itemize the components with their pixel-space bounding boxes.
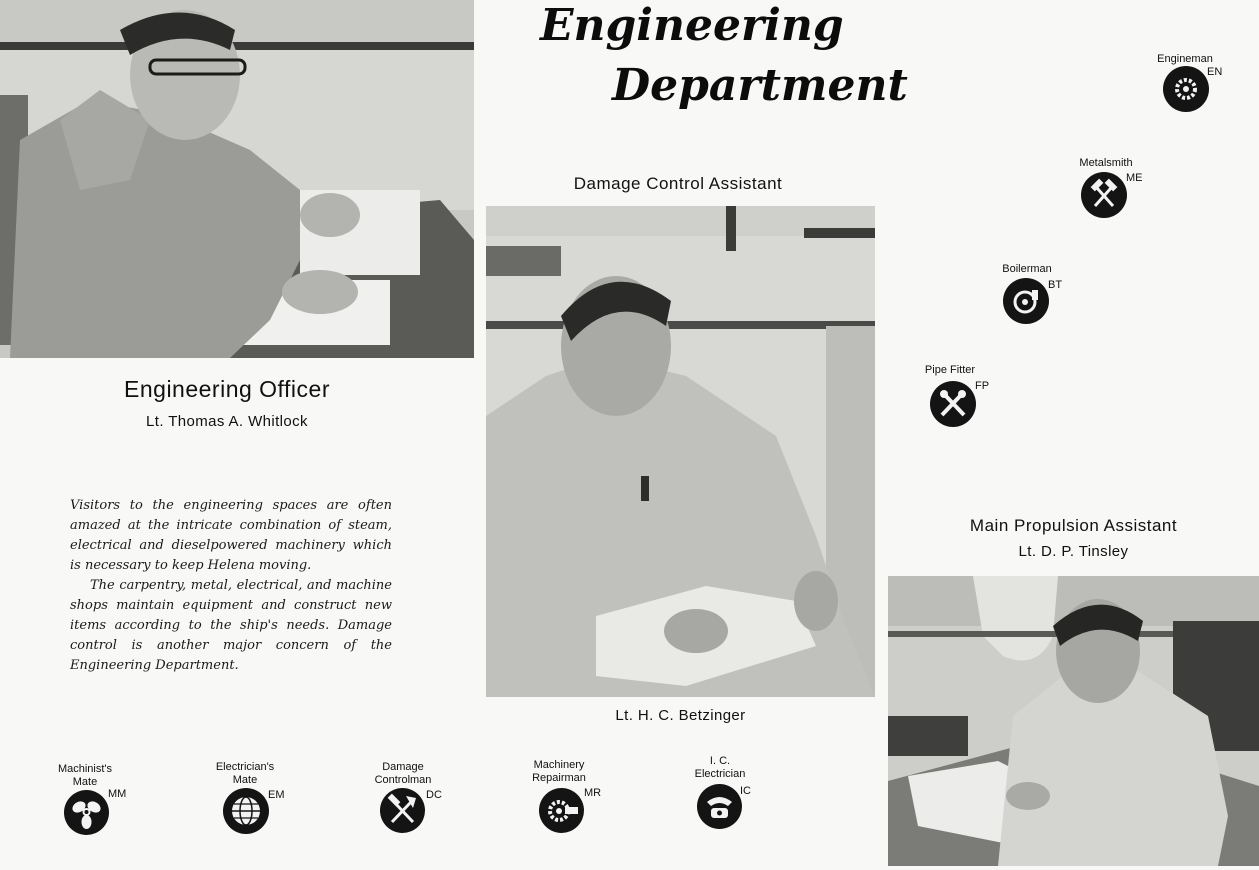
- rating-engineman: [1145, 52, 1259, 114]
- damage-control-name: Lt. H. C. Betzinger: [615, 707, 746, 724]
- axe-maul-icon: [380, 788, 425, 833]
- rating-machinery-repairman-label-2: Repairman: [532, 772, 586, 784]
- rating-boilerman: [992, 262, 1092, 324]
- rating-damage-controlman-abbr: DC: [426, 789, 442, 801]
- rating-machinists-mate-label-2: Mate: [72, 776, 98, 788]
- rating-damage-controlman-label-1: Damage: [382, 761, 424, 773]
- crossed-pipe-wrenches-icon: [930, 381, 976, 427]
- engineering-officer-name: Lt. Thomas A. Whitlock: [146, 413, 308, 430]
- rating-engineman-label: Engineman: [1157, 53, 1213, 65]
- rating-ic-electrician-label-1: I. C.: [709, 755, 731, 767]
- main-propulsion-name: Lt. D. P. Tinsley: [1018, 543, 1129, 560]
- rating-damage-controlman: [366, 760, 466, 836]
- page-title-line2: Department: [612, 60, 908, 111]
- rating-pipe-fitter: [914, 363, 1024, 427]
- rating-engineman-abbr: EN: [1207, 66, 1223, 78]
- rating-electricians-mate-label-2: Mate: [232, 774, 258, 786]
- damage-control-photo: [486, 206, 875, 697]
- rating-machinery-repairman-abbr: MR: [584, 787, 602, 799]
- rating-metalsmith: [1068, 156, 1188, 220]
- rating-metalsmith-label: Metalsmith: [1079, 157, 1133, 169]
- gear-icon: [1163, 66, 1209, 112]
- machinery-gear-icon: [539, 788, 584, 833]
- body-paragraph-1: Visitors to the engineering spaces are often amazed at the intricate combination of steam, electrical and dieselpowered machinery which is necessary to keep Helena moving.: [70, 498, 392, 573]
- rating-boilerman-abbr: BT: [1048, 279, 1063, 291]
- engineering-officer-heading: Engineering Officer: [124, 376, 330, 402]
- rating-machinists-mate-label-1: Machinist's: [57, 763, 113, 775]
- main-propulsion-heading: Main Propulsion Assistant: [969, 516, 1178, 535]
- rating-electricians-mate-abbr: EM: [268, 789, 285, 801]
- rating-machinery-repairman: [524, 758, 624, 834]
- rating-machinery-repairman-label-1: Machinery: [533, 759, 585, 771]
- crossed-hammers-icon: [1081, 172, 1127, 218]
- rating-machinists-mate: [52, 762, 142, 838]
- rating-ic-electrician-label-2: Electrician: [694, 768, 746, 780]
- rating-boilerman-label: Boilerman: [1002, 263, 1052, 275]
- boiler-icon: [1003, 278, 1049, 324]
- rating-ic-electrician: [686, 754, 786, 834]
- page-title-line1: Engineering: [540, 0, 844, 51]
- damage-control-heading: Damage Control Assistant: [573, 174, 783, 193]
- rating-ic-electrician-abbr: IC: [740, 785, 751, 797]
- rating-pipe-fitter-label: Pipe Fitter: [924, 364, 976, 376]
- engineering-officer-photo: [0, 0, 474, 358]
- rating-pipe-fitter-abbr: FP: [975, 380, 990, 392]
- rating-electricians-mate: [208, 760, 308, 836]
- telephone-icon: [697, 784, 742, 829]
- propeller-icon: [64, 790, 109, 835]
- rating-metalsmith-abbr: ME: [1126, 172, 1143, 184]
- rating-damage-controlman-label-2: Controlman: [374, 774, 432, 786]
- globe-icon: [223, 788, 269, 834]
- body-text: [70, 496, 392, 676]
- rating-electricians-mate-label-1: Electrician's: [215, 761, 275, 773]
- rating-machinists-mate-abbr: MM: [108, 788, 127, 800]
- main-propulsion-photo: [888, 576, 1259, 866]
- body-paragraph-2: The carpentry, metal, electrical, and machine shops maintain equipment and construct new items according to the ship's needs. Damage control is another major concern of the Engineering Department.: [70, 578, 392, 673]
